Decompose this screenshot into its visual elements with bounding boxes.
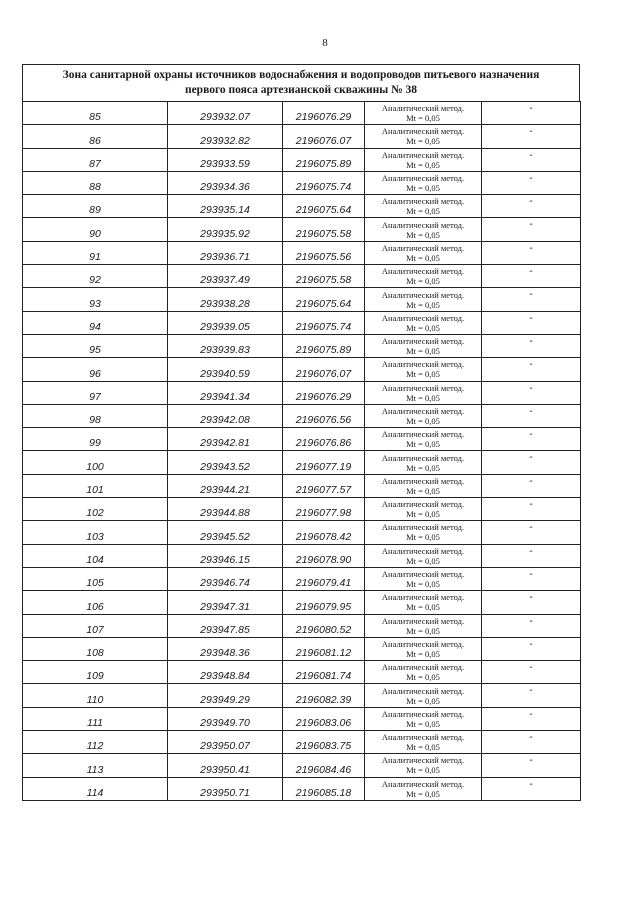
method-accuracy: Mt = 0,05 bbox=[406, 113, 440, 124]
table-row bbox=[23, 544, 581, 567]
note-cell: - bbox=[482, 684, 581, 707]
method-cell bbox=[365, 311, 482, 334]
note-cell: - bbox=[482, 288, 581, 311]
coord-y: 2196075.74 bbox=[283, 311, 365, 334]
table-row bbox=[23, 754, 581, 777]
method-name: Аналитический метод. bbox=[381, 732, 465, 743]
coord-y: 2196076.56 bbox=[283, 404, 365, 427]
coord-x: 293937.49 bbox=[168, 265, 283, 288]
table-row bbox=[23, 265, 581, 288]
point-number: 103 bbox=[23, 521, 168, 544]
method-accuracy: Mt = 0,05 bbox=[406, 346, 440, 357]
note-cell: - bbox=[482, 404, 581, 427]
method-cell bbox=[365, 614, 482, 637]
table-row bbox=[23, 148, 581, 171]
method-name: Аналитический метод. bbox=[381, 662, 465, 673]
method-accuracy: Mt = 0,05 bbox=[406, 392, 440, 403]
coord-x: 293949.29 bbox=[168, 684, 283, 707]
table-row bbox=[23, 241, 581, 264]
method-name: Аналитический метод. bbox=[381, 499, 465, 510]
note-cell: - bbox=[482, 102, 581, 125]
coord-x: 293933.59 bbox=[168, 148, 283, 171]
coord-y: 2196075.64 bbox=[283, 195, 365, 218]
method-name: Аналитический метод. bbox=[381, 242, 465, 253]
method-accuracy: Mt = 0,05 bbox=[406, 159, 440, 170]
table-row bbox=[23, 707, 581, 730]
point-number: 93 bbox=[23, 288, 168, 311]
method-accuracy: Mt = 0,05 bbox=[406, 788, 440, 799]
coord-y: 2196078.90 bbox=[283, 544, 365, 567]
note-cell: - bbox=[482, 614, 581, 637]
method-name: Аналитический метод. bbox=[381, 638, 465, 649]
method-cell bbox=[365, 777, 482, 800]
method-cell bbox=[365, 451, 482, 474]
method-name: Аналитический метод. bbox=[381, 522, 465, 533]
method-name: Аналитический метод. bbox=[381, 545, 465, 556]
point-number: 97 bbox=[23, 381, 168, 404]
method-cell bbox=[365, 218, 482, 241]
coord-x: 293939.83 bbox=[168, 334, 283, 357]
table-row bbox=[23, 731, 581, 754]
note-cell: - bbox=[482, 754, 581, 777]
method-cell bbox=[365, 498, 482, 521]
method-name: Аналитический метод. bbox=[381, 778, 465, 789]
title-line-1: Зона санитарной охраны источников водоснабжения и водопроводов питьевого назначения bbox=[62, 69, 540, 81]
note-cell: - bbox=[482, 428, 581, 451]
coord-x: 293932.82 bbox=[168, 125, 283, 148]
table-title bbox=[22, 64, 580, 101]
point-number: 98 bbox=[23, 404, 168, 427]
coordinates-table bbox=[22, 101, 581, 801]
method-name: Аналитический метод. bbox=[381, 406, 465, 416]
point-number: 110 bbox=[23, 684, 168, 707]
coord-x: 293943.52 bbox=[168, 451, 283, 474]
coord-x: 293945.52 bbox=[168, 521, 283, 544]
method-cell bbox=[365, 567, 482, 590]
table-row bbox=[23, 358, 581, 381]
coord-x: 293939.05 bbox=[168, 311, 283, 334]
method-accuracy: Mt = 0,05 bbox=[406, 299, 440, 310]
coord-y: 2196081.12 bbox=[283, 637, 365, 660]
method-cell bbox=[365, 381, 482, 404]
note-cell: - bbox=[482, 591, 581, 614]
note-cell: - bbox=[482, 474, 581, 497]
point-number: 111 bbox=[23, 707, 168, 730]
coord-y: 2196075.89 bbox=[283, 148, 365, 171]
point-number: 95 bbox=[23, 334, 168, 357]
point-number: 99 bbox=[23, 428, 168, 451]
method-cell bbox=[365, 754, 482, 777]
coord-y: 2196080.52 bbox=[283, 614, 365, 637]
note-cell: - bbox=[482, 707, 581, 730]
table-row bbox=[23, 428, 581, 451]
table-row bbox=[23, 637, 581, 660]
method-name: Аналитический метод. bbox=[381, 173, 465, 184]
point-number: 102 bbox=[23, 498, 168, 521]
method-accuracy: Mt = 0,05 bbox=[406, 555, 440, 566]
method-cell bbox=[365, 195, 482, 218]
coord-x: 293935.92 bbox=[168, 218, 283, 241]
method-cell bbox=[365, 591, 482, 614]
method-name: Аналитический метод. bbox=[381, 312, 465, 323]
method-accuracy: Mt = 0,05 bbox=[406, 206, 440, 217]
method-cell bbox=[365, 521, 482, 544]
table-row bbox=[23, 474, 581, 497]
table-row bbox=[23, 311, 581, 334]
note-cell: - bbox=[482, 567, 581, 590]
coord-x: 293946.15 bbox=[168, 544, 283, 567]
method-name: Аналитический метод. bbox=[381, 266, 465, 277]
method-name: Аналитический метод. bbox=[381, 429, 465, 440]
method-accuracy: Mt = 0,05 bbox=[406, 602, 440, 613]
note-cell: - bbox=[482, 265, 581, 288]
coord-x: 293942.08 bbox=[168, 404, 283, 427]
method-name: Аналитический метод. bbox=[381, 452, 465, 463]
point-number: 87 bbox=[23, 148, 168, 171]
method-cell bbox=[365, 125, 482, 148]
table-row bbox=[23, 451, 581, 474]
coord-x: 293936.71 bbox=[168, 241, 283, 264]
method-accuracy: Mt = 0,05 bbox=[406, 648, 440, 659]
method-accuracy: Mt = 0,05 bbox=[406, 532, 440, 543]
note-cell: - bbox=[482, 731, 581, 754]
method-cell bbox=[365, 102, 482, 125]
table-row bbox=[23, 404, 581, 427]
method-cell bbox=[365, 404, 482, 427]
coord-x: 293944.21 bbox=[168, 474, 283, 497]
table-row bbox=[23, 125, 581, 148]
note-cell: - bbox=[482, 777, 581, 800]
coord-x: 293946.74 bbox=[168, 567, 283, 590]
coord-x: 293941.34 bbox=[168, 381, 283, 404]
method-cell bbox=[365, 731, 482, 754]
coord-y: 2196084.46 bbox=[283, 754, 365, 777]
coord-x: 293938.28 bbox=[168, 288, 283, 311]
table-row bbox=[23, 102, 581, 125]
coord-y: 2196075.64 bbox=[283, 288, 365, 311]
point-number: 106 bbox=[23, 591, 168, 614]
method-accuracy: Mt = 0,05 bbox=[406, 183, 440, 194]
method-name: Аналитический метод. bbox=[381, 336, 465, 347]
method-cell bbox=[365, 474, 482, 497]
table-row bbox=[23, 195, 581, 218]
coord-x: 293948.36 bbox=[168, 637, 283, 660]
point-number: 112 bbox=[23, 731, 168, 754]
method-cell bbox=[365, 707, 482, 730]
note-cell: - bbox=[482, 661, 581, 684]
coord-y: 2196083.06 bbox=[283, 707, 365, 730]
method-cell bbox=[365, 544, 482, 567]
method-accuracy: Mt = 0,05 bbox=[406, 462, 440, 473]
method-accuracy: Mt = 0,05 bbox=[406, 276, 440, 287]
coord-x: 293942.81 bbox=[168, 428, 283, 451]
method-accuracy: Mt = 0,05 bbox=[406, 625, 440, 636]
table-row bbox=[23, 288, 581, 311]
note-cell: - bbox=[482, 125, 581, 148]
method-accuracy: Mt = 0,05 bbox=[406, 672, 440, 683]
point-number: 89 bbox=[23, 195, 168, 218]
point-number: 91 bbox=[23, 241, 168, 264]
coord-x: 293934.36 bbox=[168, 171, 283, 194]
method-name: Аналитический метод. bbox=[381, 219, 465, 230]
note-cell: - bbox=[482, 521, 581, 544]
page-number: 8 bbox=[322, 37, 328, 49]
note-cell: - bbox=[482, 544, 581, 567]
method-name: Аналитический метод. bbox=[381, 359, 465, 370]
coord-x: 293932.07 bbox=[168, 102, 283, 125]
method-name: Аналитический метод. bbox=[381, 475, 465, 486]
point-number: 86 bbox=[23, 125, 168, 148]
note-cell: - bbox=[482, 311, 581, 334]
method-cell bbox=[365, 265, 482, 288]
table-row bbox=[23, 684, 581, 707]
coord-x: 293947.85 bbox=[168, 614, 283, 637]
coord-y: 2196076.07 bbox=[283, 125, 365, 148]
method-name: Аналитический метод. bbox=[381, 149, 465, 160]
point-number: 105 bbox=[23, 567, 168, 590]
note-cell: - bbox=[482, 358, 581, 381]
point-number: 96 bbox=[23, 358, 168, 381]
coord-x: 293950.41 bbox=[168, 754, 283, 777]
method-cell bbox=[365, 637, 482, 660]
table-row bbox=[23, 218, 581, 241]
method-name: Аналитический метод. bbox=[381, 569, 465, 580]
coord-y: 2196076.07 bbox=[283, 358, 365, 381]
coord-y: 2196082.39 bbox=[283, 684, 365, 707]
point-number: 92 bbox=[23, 265, 168, 288]
table-row bbox=[23, 614, 581, 637]
method-cell bbox=[365, 241, 482, 264]
note-cell: - bbox=[482, 381, 581, 404]
method-name: Аналитический метод. bbox=[381, 196, 465, 207]
method-accuracy: Mt = 0,05 bbox=[406, 485, 440, 496]
coord-y: 2196078.42 bbox=[283, 521, 365, 544]
method-accuracy: Mt = 0,05 bbox=[406, 439, 440, 450]
note-cell: - bbox=[482, 498, 581, 521]
table-row bbox=[23, 591, 581, 614]
note-cell: - bbox=[482, 334, 581, 357]
method-name: Аналитический метод. bbox=[381, 126, 465, 137]
coord-y: 2196077.98 bbox=[283, 498, 365, 521]
point-number: 90 bbox=[23, 218, 168, 241]
coord-x: 293944.88 bbox=[168, 498, 283, 521]
coord-x: 293940.59 bbox=[168, 358, 283, 381]
note-cell: - bbox=[482, 171, 581, 194]
point-number: 88 bbox=[23, 171, 168, 194]
coord-y: 2196075.56 bbox=[283, 241, 365, 264]
method-cell bbox=[365, 148, 482, 171]
method-accuracy: Mt = 0,05 bbox=[406, 742, 440, 753]
table-row bbox=[23, 334, 581, 357]
coord-y: 2196081.74 bbox=[283, 661, 365, 684]
note-cell: - bbox=[482, 195, 581, 218]
point-number: 108 bbox=[23, 637, 168, 660]
coord-x: 293935.14 bbox=[168, 195, 283, 218]
note-cell: - bbox=[482, 218, 581, 241]
method-name: Аналитический метод. bbox=[381, 755, 465, 766]
method-name: Аналитический метод. bbox=[381, 103, 465, 114]
table-row bbox=[23, 661, 581, 684]
method-accuracy: Mt = 0,05 bbox=[406, 136, 440, 147]
point-number: 100 bbox=[23, 451, 168, 474]
coord-y: 2196075.58 bbox=[283, 218, 365, 241]
method-name: Аналитический метод. bbox=[381, 382, 465, 393]
coord-x: 293948.84 bbox=[168, 661, 283, 684]
coord-y: 2196079.95 bbox=[283, 591, 365, 614]
note-cell: - bbox=[482, 451, 581, 474]
point-number: 114 bbox=[23, 777, 168, 800]
coord-y: 2196077.57 bbox=[283, 474, 365, 497]
method-accuracy: Mt = 0,05 bbox=[406, 322, 440, 333]
method-accuracy: Mt = 0,05 bbox=[406, 695, 440, 706]
coord-y: 2196075.74 bbox=[283, 171, 365, 194]
method-cell bbox=[365, 334, 482, 357]
coord-y: 2196083.75 bbox=[283, 731, 365, 754]
coord-x: 293950.71 bbox=[168, 777, 283, 800]
method-cell bbox=[365, 684, 482, 707]
point-number: 101 bbox=[23, 474, 168, 497]
method-name: Аналитический метод. bbox=[381, 592, 465, 603]
table-row bbox=[23, 171, 581, 194]
point-number: 113 bbox=[23, 754, 168, 777]
table-row bbox=[23, 521, 581, 544]
coord-y: 2196075.89 bbox=[283, 334, 365, 357]
method-name: Аналитический метод. bbox=[381, 289, 465, 300]
method-accuracy: Mt = 0,05 bbox=[406, 509, 440, 520]
method-cell bbox=[365, 661, 482, 684]
table-row bbox=[23, 381, 581, 404]
coord-x: 293947.31 bbox=[168, 591, 283, 614]
method-accuracy: Mt = 0,05 bbox=[406, 369, 440, 380]
coord-x: 293950.07 bbox=[168, 731, 283, 754]
coord-y: 2196076.29 bbox=[283, 102, 365, 125]
method-accuracy: Mt = 0,05 bbox=[406, 252, 440, 263]
method-name: Аналитический метод. bbox=[381, 615, 465, 626]
method-cell bbox=[365, 358, 482, 381]
point-number: 85 bbox=[23, 102, 168, 125]
point-number: 104 bbox=[23, 544, 168, 567]
method-name: Аналитический метод. bbox=[381, 708, 465, 719]
method-cell bbox=[365, 288, 482, 311]
coord-x: 293949.70 bbox=[168, 707, 283, 730]
table-row bbox=[23, 777, 581, 800]
method-name: Аналитический метод. bbox=[381, 685, 465, 696]
table-row bbox=[23, 498, 581, 521]
method-cell bbox=[365, 171, 482, 194]
method-accuracy: Mt = 0,05 bbox=[406, 579, 440, 590]
coord-y: 2196079.41 bbox=[283, 567, 365, 590]
method-cell bbox=[365, 428, 482, 451]
coord-y: 2196075.58 bbox=[283, 265, 365, 288]
title-line-2: первого пояса артезианской скважины № 38 bbox=[184, 84, 418, 96]
coord-y: 2196085.18 bbox=[283, 777, 365, 800]
note-cell: - bbox=[482, 637, 581, 660]
method-accuracy: Mt = 0,05 bbox=[406, 718, 440, 729]
method-accuracy: Mt = 0,05 bbox=[406, 229, 440, 240]
coord-y: 2196077.19 bbox=[283, 451, 365, 474]
point-number: 94 bbox=[23, 311, 168, 334]
coord-y: 2196076.86 bbox=[283, 428, 365, 451]
method-accuracy: Mt = 0,05 bbox=[406, 416, 440, 426]
note-cell: - bbox=[482, 148, 581, 171]
point-number: 107 bbox=[23, 614, 168, 637]
coord-y: 2196076.29 bbox=[283, 381, 365, 404]
point-number: 109 bbox=[23, 661, 168, 684]
table-row bbox=[23, 567, 581, 590]
method-accuracy: Mt = 0,05 bbox=[406, 765, 440, 776]
note-cell: - bbox=[482, 241, 581, 264]
